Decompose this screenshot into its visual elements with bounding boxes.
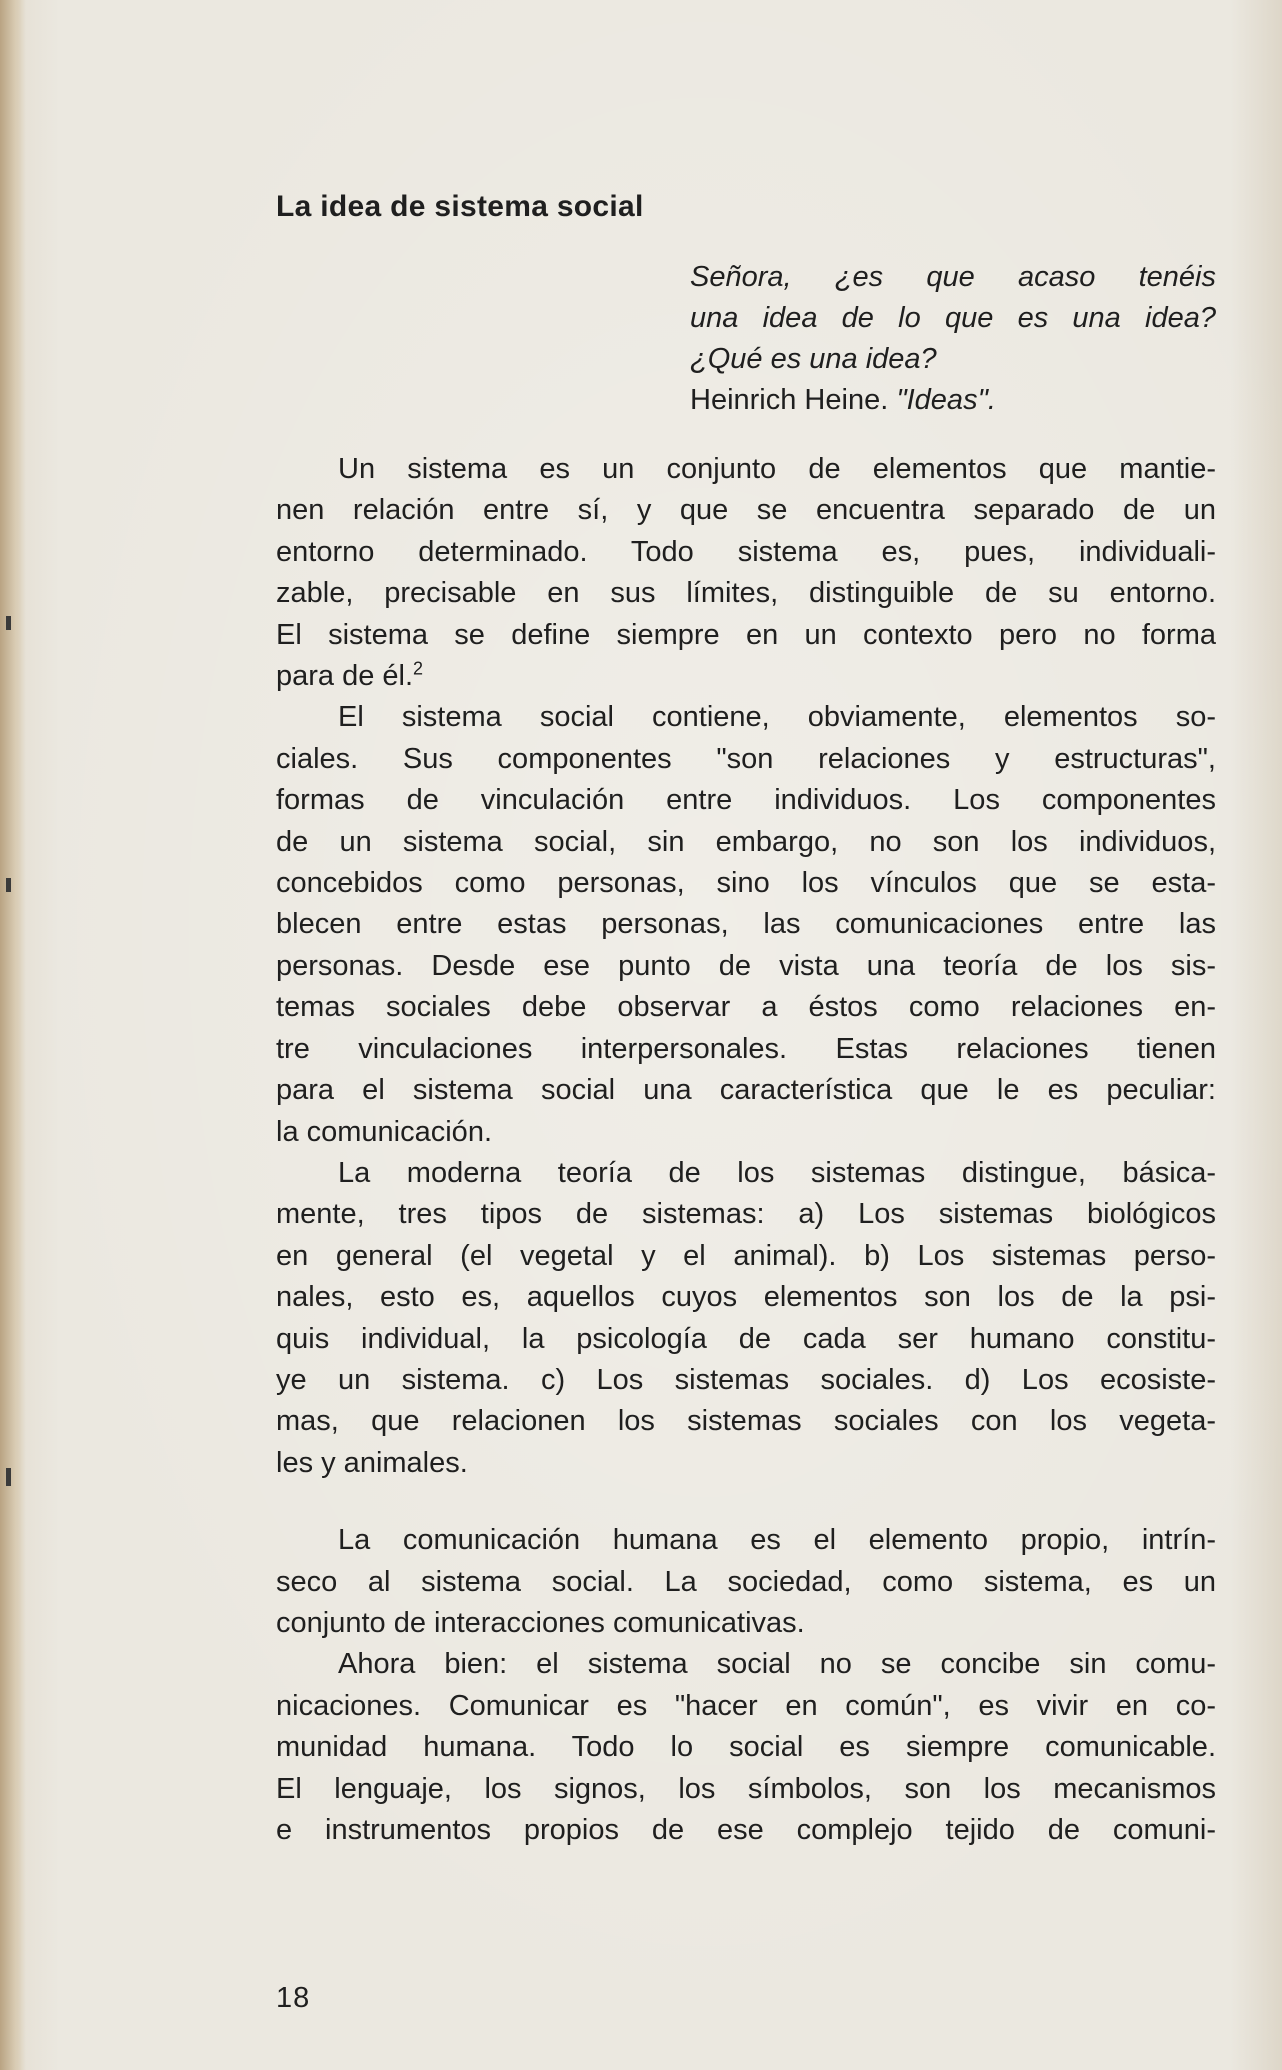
text-line: ye un sistema. c) Los sistemas sociales. d) Los ecosiste- [276, 1363, 1216, 1396]
text-line: personas. Desde ese punto de vista una teoría de los sis- [276, 949, 1216, 982]
text-line: de un sistema social, sin embargo, no son los individuos, [276, 825, 1216, 858]
epigraph [690, 257, 1216, 421]
text-line: Ahora bien: el sistema social no se concibe sin comu- [338, 1648, 1216, 1681]
text-line: formas de vinculación entre individuos. Los componentes [276, 784, 1216, 817]
paragraph [276, 697, 1216, 1152]
text-line: El lenguaje, los signos, los símbolos, son los mecanismos [276, 1772, 1216, 1805]
epigraph-line: una idea de lo que es una idea? [690, 302, 1216, 334]
paragraph [276, 1520, 1216, 1644]
epigraph-work: "Ideas". [896, 384, 996, 416]
text-line: seco al sistema social. La sociedad, como sistema, es un [276, 1565, 1216, 1598]
text-line: para de él. [276, 660, 414, 693]
paragraph [276, 1644, 1216, 1851]
margin-mark [6, 1468, 11, 1486]
text-line: mente, tres tipos de sistemas: a) Los sistemas biológicos [276, 1198, 1216, 1231]
text-line: Un sistema es un conjunto de elementos que mantie- [338, 453, 1216, 485]
epigraph-attribution [690, 380, 1216, 421]
text-line: e instrumentos propios de ese complejo tejido de comuni- [276, 1814, 1216, 1846]
text-line: concebidos como personas, sino los vínculos que se esta- [276, 867, 1216, 900]
text-line: quis individual, la psicología de cada ser humano constitu- [276, 1322, 1216, 1355]
text-line: en general (el vegetal y el animal). b) Los sistemas perso- [276, 1239, 1216, 1272]
text-line: entorno determinado. Todo sistema es, pues, individuali- [276, 535, 1216, 568]
epigraph-line: Señora, ¿es que acaso tenéis [690, 261, 1216, 293]
text-line: nen relación entre sí, y que se encuentra separado de un [276, 494, 1216, 527]
text-line: La comunicación humana es el elemento propio, intrín- [338, 1524, 1216, 1557]
text-line: ciales. Sus componentes "son relaciones y estructuras", [276, 742, 1216, 775]
text-line: la comunicación. [276, 1115, 492, 1148]
paragraph [276, 449, 1216, 697]
page-number: 18 [276, 1982, 311, 2014]
text-line: blecen entre estas personas, las comunicaciones entre las [276, 908, 1216, 941]
text-line: temas sociales debe observar a éstos como relaciones en- [276, 991, 1216, 1024]
text-line: nales, esto es, aquellos cuyos elementos son los de la psi- [276, 1281, 1216, 1314]
margin-mark [6, 616, 11, 630]
section-title: La idea de sistema social [276, 190, 644, 223]
page-spine-shadow [0, 0, 26, 2070]
text-line: les y animales. [276, 1446, 468, 1479]
footnote-marker: 2 [413, 658, 424, 679]
text-line: El sistema social contiene, obviamente, elementos so- [338, 701, 1216, 734]
text-line: para el sistema social una característica que le es peculiar: [276, 1074, 1216, 1107]
text-line: La moderna teoría de los sistemas distingue, básica- [338, 1156, 1216, 1189]
text-line: zable, precisable en sus límites, distinguible de su entorno. [276, 577, 1216, 610]
text-line-with-footnote [276, 656, 1216, 697]
paragraph [276, 1153, 1216, 1484]
body-text [276, 449, 1216, 1851]
page-text [276, 185, 1216, 1851]
text-line: conjunto de interacciones comunicativas. [276, 1606, 805, 1639]
epigraph-line: ¿Qué es una idea? [690, 343, 937, 375]
text-line: tre vinculaciones interpersonales. Estas relaciones tienen [276, 1032, 1216, 1065]
text-line: mas, que relacionen los sistemas sociales con los vegeta- [276, 1405, 1216, 1438]
margin-mark [6, 878, 11, 892]
text-line: nicaciones. Comunicar es "hacer en común", es vivir en co- [276, 1689, 1216, 1722]
paragraph-gap [276, 1484, 1216, 1520]
epigraph-author: Heinrich Heine. [690, 384, 889, 416]
text-line: munidad humana. Todo lo social es siempre comunicable. [276, 1731, 1216, 1764]
text-line: El sistema se define siempre en un contexto pero no forma [276, 618, 1216, 651]
